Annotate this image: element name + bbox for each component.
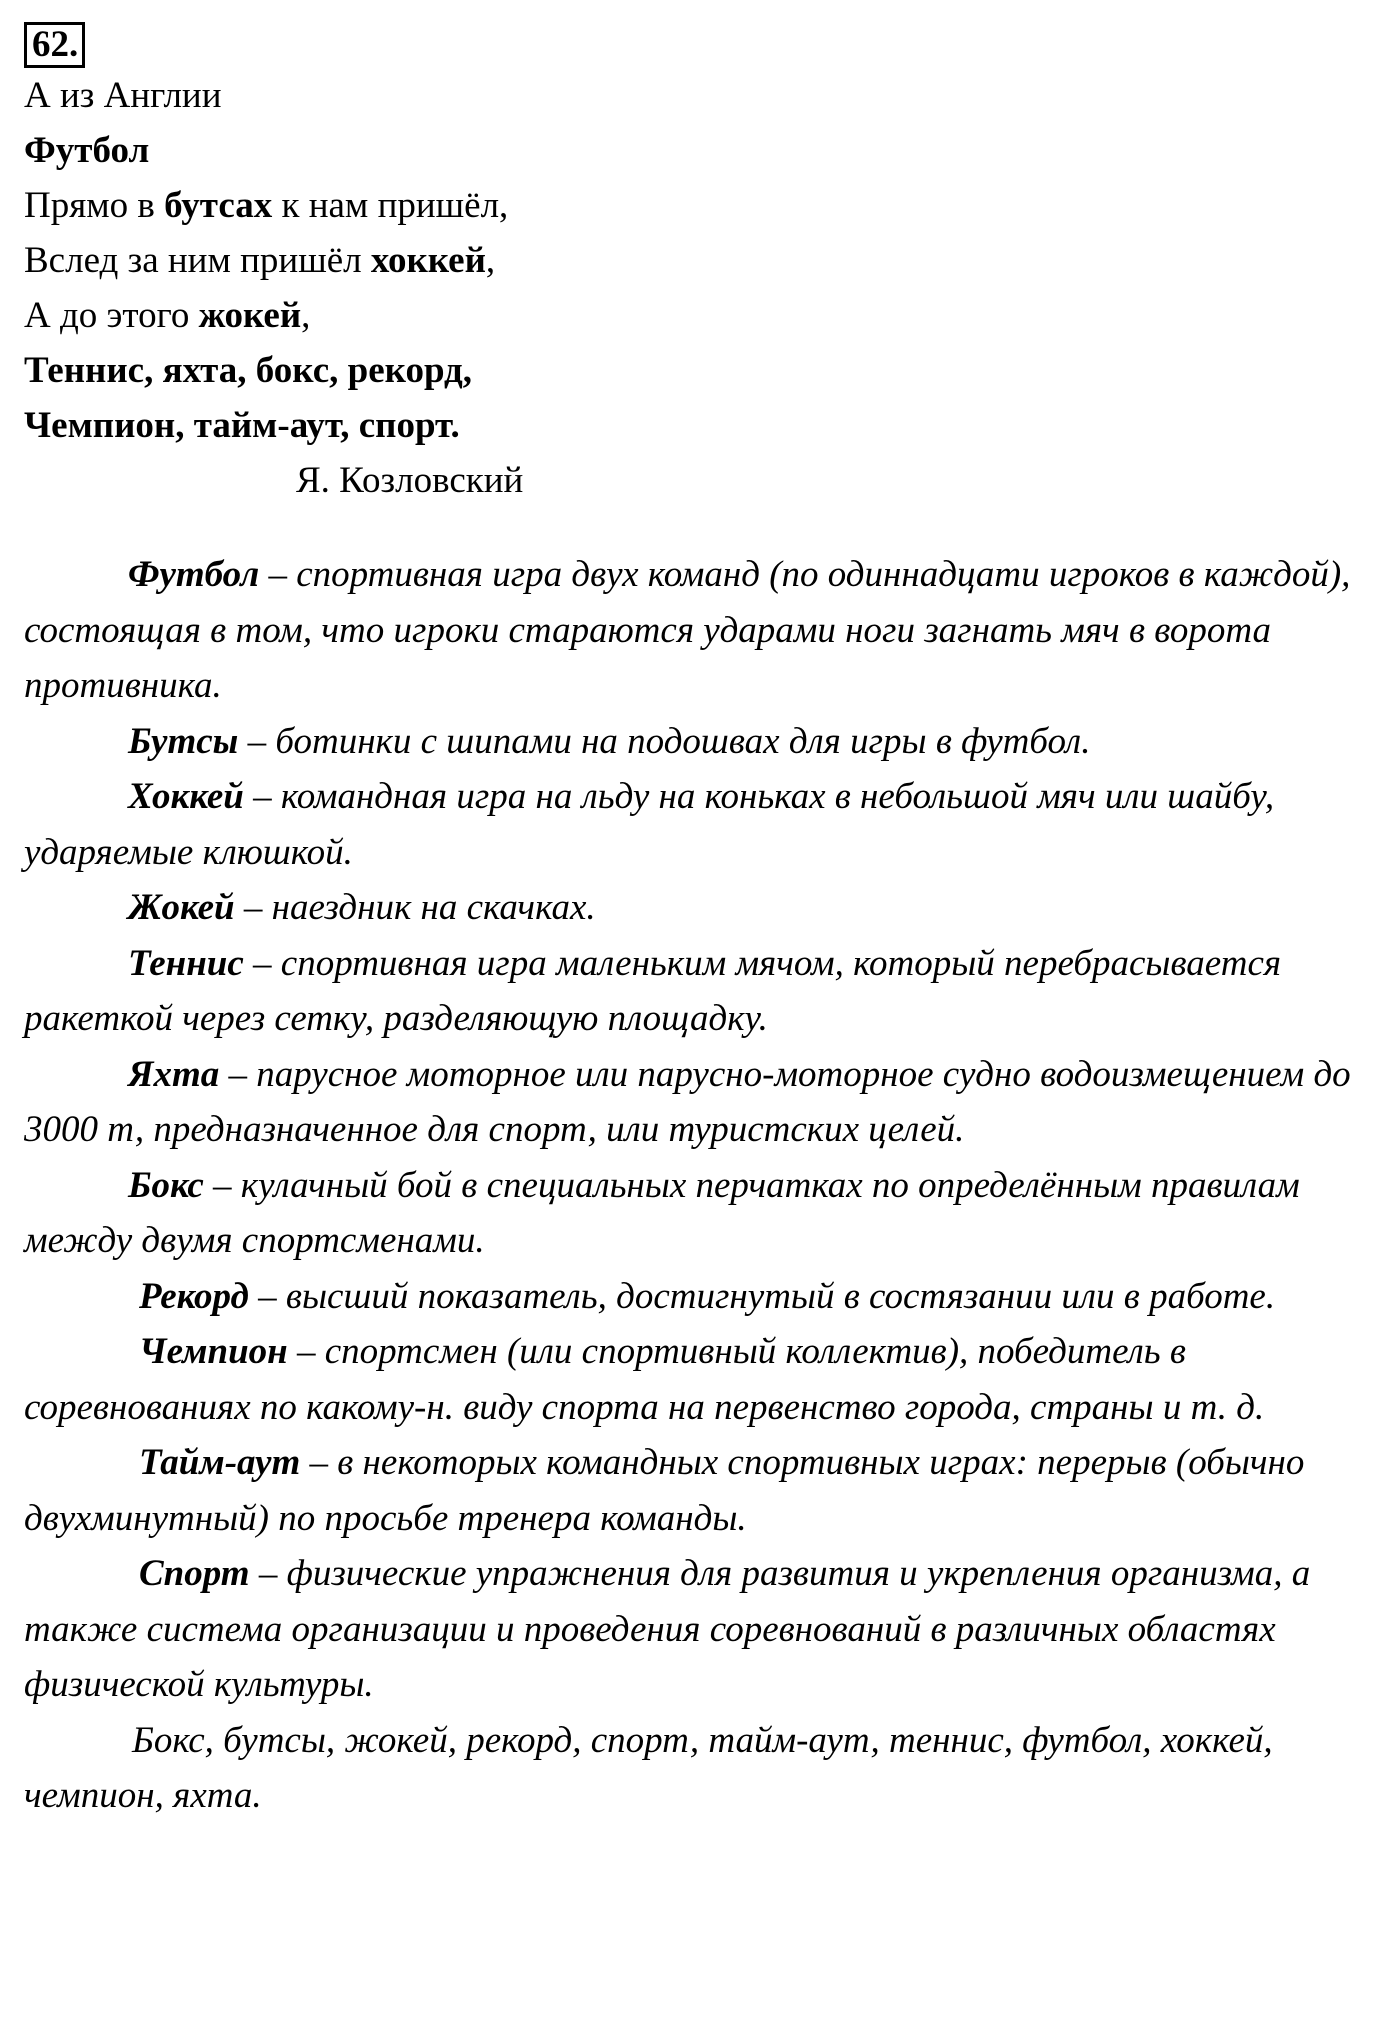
definition-text: – ботинки с шипами на подошвах для игры в футбол. xyxy=(238,720,1091,762)
poem-text: , xyxy=(301,295,311,336)
poem-line xyxy=(24,398,1384,453)
poem-text: А из Англии xyxy=(24,75,222,116)
definition-paragraph xyxy=(24,1047,1384,1158)
definition-term: Бокс xyxy=(128,1164,204,1206)
definition-paragraph xyxy=(24,880,1384,936)
definition-paragraph xyxy=(24,714,1384,770)
poem xyxy=(24,68,1384,508)
definition-paragraph xyxy=(24,1158,1384,1269)
definition-term: Спорт xyxy=(139,1553,250,1594)
definition-term: Чемпион xyxy=(139,1331,288,1372)
poem-author: Я. Козловский xyxy=(296,460,524,501)
definitions xyxy=(24,547,1384,1824)
poem-bold-word: жокей xyxy=(198,295,302,336)
definition-paragraph xyxy=(24,1269,1384,1325)
poem-text: , xyxy=(485,240,496,281)
definition-term: Тайм-аут xyxy=(139,1442,301,1483)
definition-paragraph xyxy=(24,769,1384,880)
definition-text: – парусное моторное или парусно-моторное судно водоизмещением до 3000 т, предназначенное для спорт, или туристских целей. xyxy=(24,1053,1351,1150)
poem-text: Прямо в xyxy=(24,185,165,226)
poem-line xyxy=(24,178,1384,233)
definition-text: – спортсмен (или спортивный коллектив), победитель в соревнованиях по какому-н. виду спорта на первенство города, страны и т. д. xyxy=(24,1331,1265,1428)
definition-text: – командная игра на льду на коньках в небольшой мяч или шайбу, ударяемые клюшкой. xyxy=(24,776,1275,873)
page xyxy=(24,22,1384,1824)
definition-term: Бутсы xyxy=(128,720,239,762)
definition-text: – спортивная игра маленьким мячом, который перебрасывается ракеткой через сетку, разделяющую площадку. xyxy=(24,942,1282,1039)
definition-text: – кулачный бой в специальных перчатках по определённым правилам между двумя спортсменами. xyxy=(24,1164,1300,1261)
definition-term: Яхта xyxy=(128,1053,220,1095)
definition-term: Жокей xyxy=(128,887,235,928)
poem-bold-word: бутсах xyxy=(164,185,273,226)
exercise-number: 62. xyxy=(24,22,85,68)
definition-text: – высший показатель, достигнутый в состязании или в работе. xyxy=(248,1275,1276,1317)
poem-bold-word: Теннис, яхта, бокс, рекорд, xyxy=(24,350,473,391)
definition-paragraph xyxy=(24,1324,1384,1435)
poem-text: А до этого xyxy=(24,295,199,336)
definition-paragraph xyxy=(24,547,1384,714)
poem-bold-word: хоккей xyxy=(370,240,486,281)
poem-line xyxy=(24,68,1384,123)
definition-text: – спортивная игра двух команд (по одиннадцати игроков в каждой), состоящая в том, что игроки стараются ударами ноги загнать мяч в ворота противника. xyxy=(24,554,1351,706)
definition-term: Рекорд xyxy=(139,1275,249,1317)
definition-text: – в некоторых командных спортивных играх: перерыв (обычно двухминутный) по просьбе тренера команды. xyxy=(24,1442,1305,1539)
poem-lines xyxy=(24,68,1384,453)
definition-paragraph xyxy=(24,1435,1384,1546)
poem-bold-word: Футбол xyxy=(24,130,150,171)
definition-term: Футбол xyxy=(128,554,260,595)
definition-text: – наездник на скачках. xyxy=(234,887,596,928)
definition-paragraph xyxy=(24,936,1384,1047)
definition-paragraph xyxy=(24,1546,1384,1713)
definition-term: Теннис xyxy=(128,942,244,984)
poem-text: к нам пришёл, xyxy=(272,185,509,226)
definition-text: – физические упражнения для развития и укрепления организма, а также система организации и проведения соревнований в различных областях физической культуры. xyxy=(24,1553,1311,1705)
poem-line xyxy=(24,123,1384,178)
summary-word-list: Бокс, бутсы, жокей, рекорд, спорт, тайм-аут, теннис, футбол, хоккей, чемпион, яхта. xyxy=(24,1719,1273,1816)
poem-bold-word: Чемпион, тайм-аут, спорт. xyxy=(24,405,460,446)
poem-line xyxy=(24,233,1384,288)
poem-text: Вслед за ним пришёл xyxy=(24,240,371,281)
poem-line xyxy=(24,343,1384,398)
poem-line xyxy=(24,288,1384,343)
definition-term: Хоккей xyxy=(128,776,244,817)
